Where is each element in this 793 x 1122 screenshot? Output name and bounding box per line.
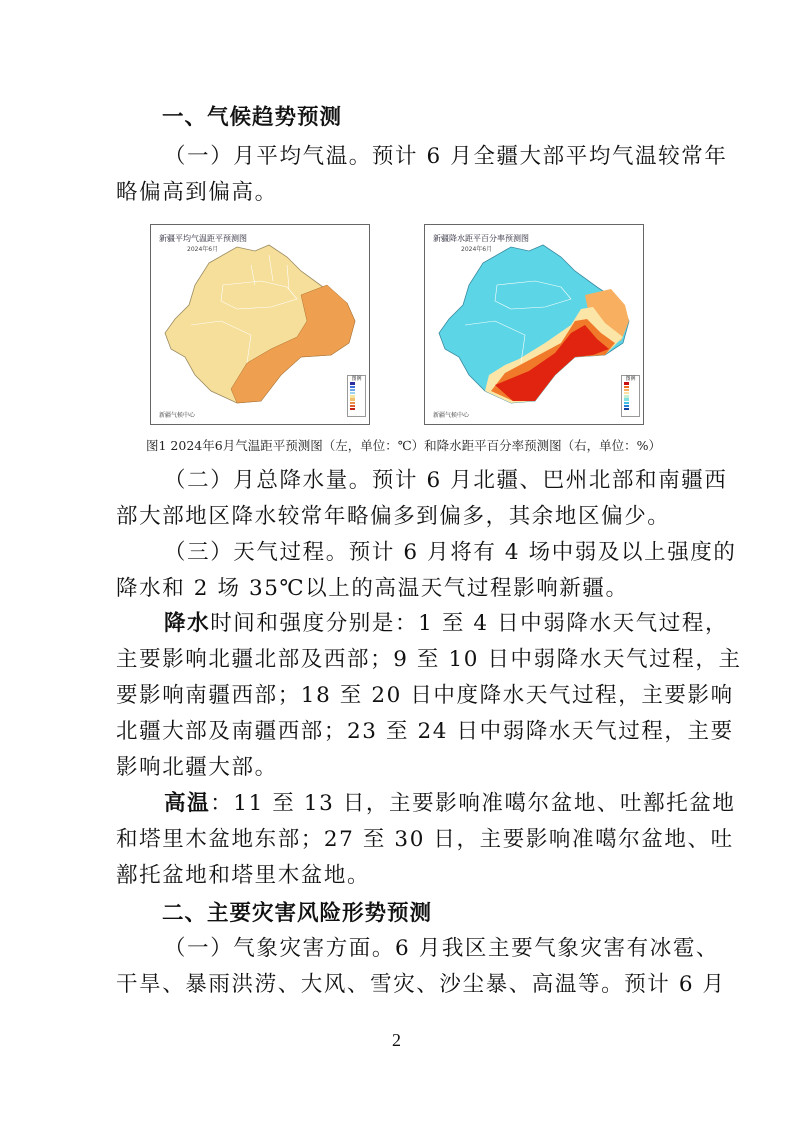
temperature-map-graphic — [151, 225, 369, 424]
precipitation-legend-swatches — [622, 382, 639, 411]
precipitation-anomaly-map — [424, 224, 644, 425]
paragraph-rainfall-line2: 主要影响北疆北部及西部；9 至 10 日中弱降水天气过程，主 — [116, 647, 742, 672]
heat-line1-text: ：11 至 13 日，主要影响准噶尔盆地、吐鄯托盆地 — [210, 791, 736, 816]
paragraph-rainfall-line3: 要影响南疆西部；18 至 20 日中度降水天气过程，主要影响 — [116, 683, 734, 708]
paragraph-temperature-line2: 略偏高到偏高。 — [116, 180, 278, 205]
temperature-legend-swatches — [348, 382, 365, 411]
paragraph-weather-process-line1: （三）天气过程。预计 6 月将有 4 场中弱及以上强度的 — [164, 540, 737, 565]
paragraph-disaster-line1: （一）气象灾害方面。6 月我区主要气象灾害有冰雹、 — [164, 936, 720, 961]
precipitation-map-credit: 新疆气候中心 — [433, 412, 470, 419]
precipitation-legend-swatch — [624, 392, 629, 394]
paragraph-heat-line1 — [164, 787, 744, 821]
precipitation-legend-swatch — [624, 398, 629, 400]
temperature-map-legend — [347, 375, 366, 417]
section-heading-climate-trend: 一、气候趋势预测 — [162, 105, 343, 130]
temperature-legend-swatch — [350, 408, 355, 410]
figure-caption: 图1 2024年6月气温距平预测图（左，单位：℃）和降水距平百分率预测图（右，单位：%） — [146, 438, 662, 453]
paragraph-disaster-line2: 干旱、暴雨洪涝、大风、雪灾、沙尘暴、高温等。预计 6 月 — [116, 972, 726, 997]
precipitation-legend-swatch — [624, 386, 629, 388]
precipitation-legend-swatch — [624, 389, 629, 391]
temperature-legend-swatch — [350, 398, 355, 400]
paragraph-rainfall-line4: 北疆大部及南疆西部；23 至 24 日中弱降水天气过程，主要 — [116, 719, 734, 744]
precipitation-legend-swatch — [624, 402, 629, 404]
rainfall-line1-text: 时间和强度分别是：1 至 4 日中弱降水天气过程， — [210, 611, 729, 636]
temperature-legend-swatch — [350, 386, 355, 388]
temperature-legend-swatch — [350, 402, 355, 404]
paragraph-temperature-line1: （一）月平均气温。预计 6 月全疆大部平均气温较常年 — [164, 144, 728, 169]
page-number: 2 — [392, 1030, 401, 1050]
temperature-legend-swatch — [350, 405, 355, 407]
paragraph-heat-line2: 和塔里木盆地东部；27 至 30 日，主要影响准噶尔盆地、吐 — [116, 827, 734, 852]
temperature-legend-swatch — [350, 389, 355, 391]
temperature-legend-row — [348, 408, 365, 411]
paragraph-precipitation-line2: 部大部地区降水较常年略偏多到偏多，其余地区偏少。 — [116, 504, 671, 529]
temperature-legend-swatch — [350, 392, 355, 394]
precipitation-legend-swatch — [624, 395, 629, 397]
precipitation-legend-swatch — [624, 405, 629, 407]
precipitation-legend-swatch — [624, 382, 629, 384]
section-heading-disaster-risk: 二、主要灾害风险形势预测 — [162, 901, 433, 926]
paragraph-rainfall-line1 — [164, 607, 744, 641]
paragraph-heat-line3: 鄯托盆地和塔里木盆地。 — [116, 863, 371, 888]
precipitation-legend-swatch — [624, 408, 629, 410]
paragraph-precipitation-line1: （二）月总降水量。预计 6 月北疆、巴州北部和南疆西 — [164, 468, 728, 493]
temperature-anomaly-map — [150, 224, 370, 425]
rainfall-lead: 降水 — [164, 611, 211, 636]
temperature-legend-swatch — [350, 395, 355, 397]
precipitation-legend-row — [622, 408, 639, 411]
temperature-legend-swatch — [350, 382, 355, 384]
precipitation-map-title: 新疆降水距平百分率预测图 — [433, 234, 529, 243]
paragraph-weather-process-line2: 降水和 2 场 35℃以上的高温天气过程影响新疆。 — [116, 576, 629, 601]
precipitation-legend-title: 图例 — [625, 376, 636, 382]
paragraph-rainfall-line5: 影响北疆大部。 — [116, 755, 278, 780]
temperature-legend-title: 图例 — [351, 376, 362, 382]
precipitation-map-legend — [621, 375, 640, 417]
temperature-map-title: 新疆平均气温距平预测图 — [159, 234, 247, 243]
heat-lead: 高温 — [164, 791, 211, 816]
precipitation-map-subtitle: 2024年6月 — [461, 246, 493, 253]
precipitation-map-graphic — [425, 225, 643, 424]
temperature-map-credit: 新疆气候中心 — [159, 412, 196, 419]
temperature-map-subtitle: 2024年6月 — [187, 246, 219, 253]
